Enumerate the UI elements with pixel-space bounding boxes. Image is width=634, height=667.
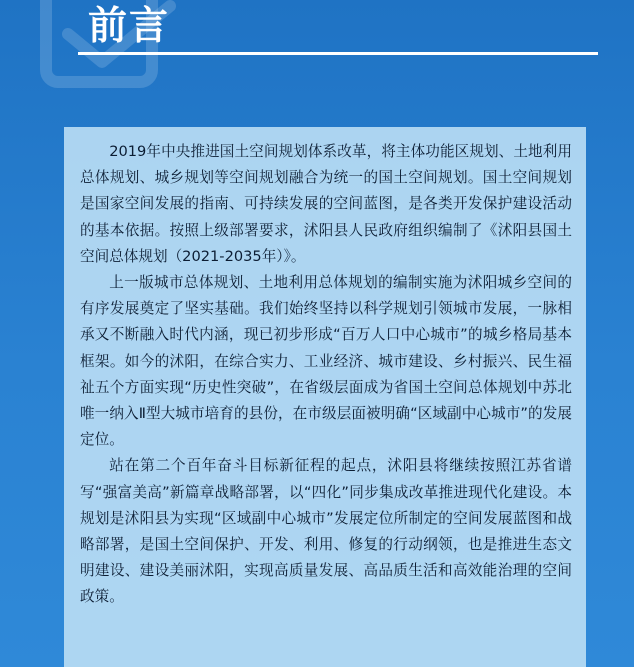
page-title: 前言: [88, 4, 171, 49]
paragraph: 站在第二个百年奋斗目标新征程的起点，沭阳县将继续按照江苏省谱写“强富美高”新篇章战略部署，以“四化”同步集成改革推进现代化建设。本规划是沭阳县为实现“区域副中心城市”发展定位所制定的空间发展蓝图和战略部署，是国土空间保护、开发、利用、修复的行动纲领，也是推进生态文明建设、建设美丽沭阳，实现高质量发展、高品质生活和高效能治理的空间政策。: [80, 457, 572, 606]
title-underline: [78, 52, 598, 55]
paragraph: 上一版城市总体规划、土地利用总体规划的编制实施为沭阳城乡空间的有序发展奠定了坚实基础。我们始终坚持以科学规划引领城市发展，一脉相承又不断融入时代内涵，现已初步形成“百万人口中心城市”的城乡格局基本框架。如今的沭阳，在综合实力、工业经济、城市建设、乡村振兴、民生福祉五个方面实现“历史性突破”，在省级层面成为省国土空间总体规划中苏北唯一纳入Ⅱ型大城市培育的县份，在市级层面被明确“区域副中心城市”的发展定位。: [80, 274, 572, 449]
preface-content-panel: [64, 127, 586, 667]
paragraph: 2019年中央推进国土空间规划体系改革，将主体功能区规划、土地利用总体规划、城乡规划等空间规划融合为统一的国土空间规划。国土空间规划是国家空间发展的指南、可持续发展的空间蓝图，是各类开发保护建设活动的基本依据。按照上级部署要求，沭阳县人民政府组织编制了《沭阳县国土空间总体规划（2021-2035年）》。: [80, 143, 572, 265]
